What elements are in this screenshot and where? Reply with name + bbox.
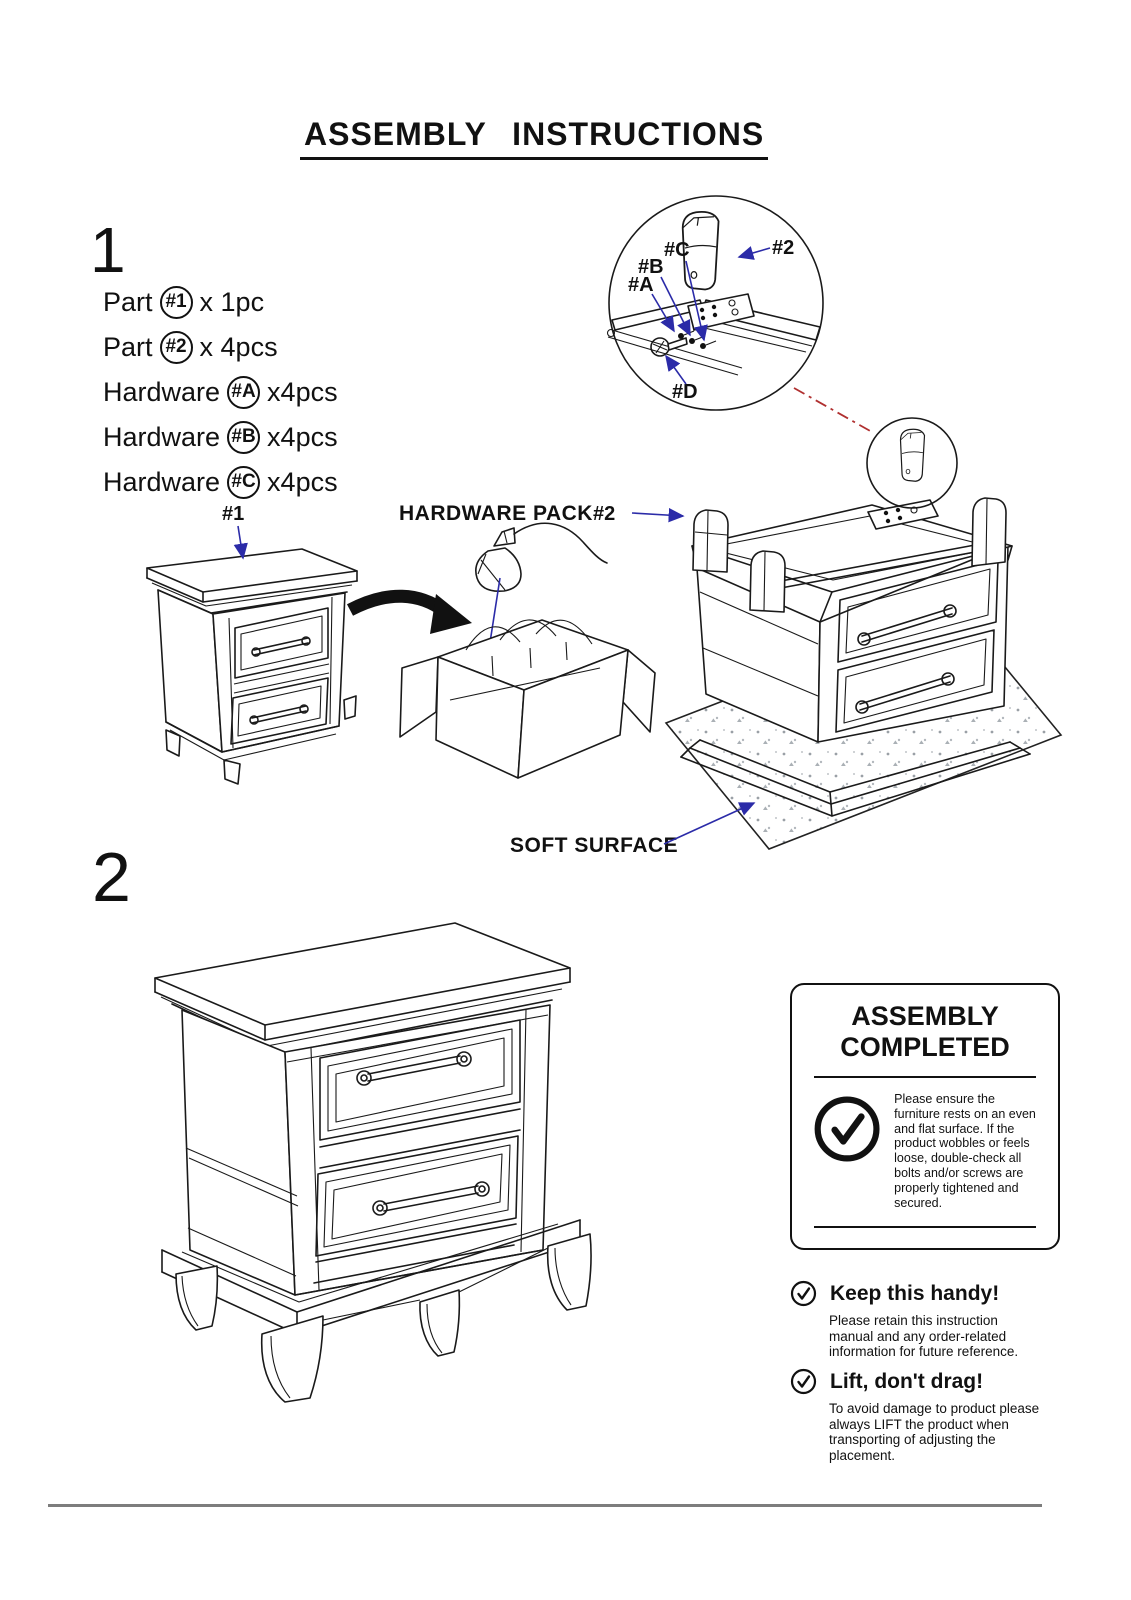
part-ref-badge: #1 xyxy=(160,286,193,319)
check-circle-icon xyxy=(812,1092,882,1166)
step-2-number: 2 xyxy=(92,838,131,916)
callout-part2-detail: #2 xyxy=(772,237,795,259)
divider xyxy=(814,1226,1036,1228)
part-ref-badge: #B xyxy=(227,421,260,454)
step2-illustration xyxy=(130,900,650,1420)
note-body: To avoid damage to product please always LIFT the product when transporting of adjusting the placement. xyxy=(829,1401,1040,1463)
part-prefix: Part xyxy=(103,331,153,362)
part-prefix: Hardware xyxy=(103,466,221,497)
completed-body: Please ensure the furniture rests on an even and flat surface. If the product wobbles or feels loose, double-check all bolts and/or screws are properly tightened and secured. xyxy=(894,1092,1036,1210)
callout-part2: #2 xyxy=(593,503,616,525)
assembly-completed-box xyxy=(790,983,1060,1250)
page-title: ASSEMBLY INSTRUCTIONS xyxy=(300,116,768,160)
nightstand-part1 xyxy=(147,549,357,784)
callout-soft-surface: SOFT SURFACE xyxy=(510,834,679,857)
part-ref-badge: #A xyxy=(227,376,260,409)
note-heading: Lift, don't drag! xyxy=(830,1369,984,1393)
completed-title: ASSEMBLY COMPLETED xyxy=(840,1001,1010,1062)
step1-illustration xyxy=(60,180,1100,880)
part-qty: x4pcs xyxy=(267,376,338,407)
completed-nightstand xyxy=(155,923,591,1402)
leg-detail-bubble xyxy=(867,418,957,508)
part-prefix: Part xyxy=(103,286,153,317)
transfer-arrow xyxy=(350,594,472,634)
part-prefix: Hardware xyxy=(103,376,221,407)
cam-bolt xyxy=(651,338,687,356)
detail-leader-line xyxy=(794,388,872,432)
note-body: Please retain this instruction manual and any order-related information for future reference. xyxy=(829,1313,1019,1360)
callout-part1: #1 xyxy=(222,503,245,525)
part-qty: x4pcs xyxy=(267,466,338,497)
part-ref-badge: #2 xyxy=(160,331,193,364)
open-box xyxy=(400,620,655,778)
part-qty: x4pcs xyxy=(267,421,338,452)
hardware-detail-circle xyxy=(608,196,824,410)
part-ref-badge: #C xyxy=(227,466,260,499)
callout-hardware-c: #C xyxy=(664,239,690,261)
note-keep-this-handy xyxy=(790,1280,1040,1360)
footer-divider xyxy=(48,1504,1042,1507)
callout-hardware-b: #B xyxy=(638,256,664,278)
note-heading: Keep this handy! xyxy=(830,1281,1000,1305)
check-circle-icon xyxy=(790,1280,817,1307)
note-lift-dont-drag xyxy=(790,1368,1040,1463)
check-circle-icon xyxy=(790,1368,817,1395)
part-qty: x 1pc xyxy=(199,286,265,317)
callout-hardware-pack: HARDWARE PACK xyxy=(399,502,593,525)
part-prefix: Hardware xyxy=(103,421,221,452)
callout-hardware-a: #A xyxy=(628,274,654,296)
step-1-number: 1 xyxy=(90,214,126,286)
callout-hardware-d: #D xyxy=(672,381,698,403)
part-qty: x 4pcs xyxy=(199,331,278,362)
